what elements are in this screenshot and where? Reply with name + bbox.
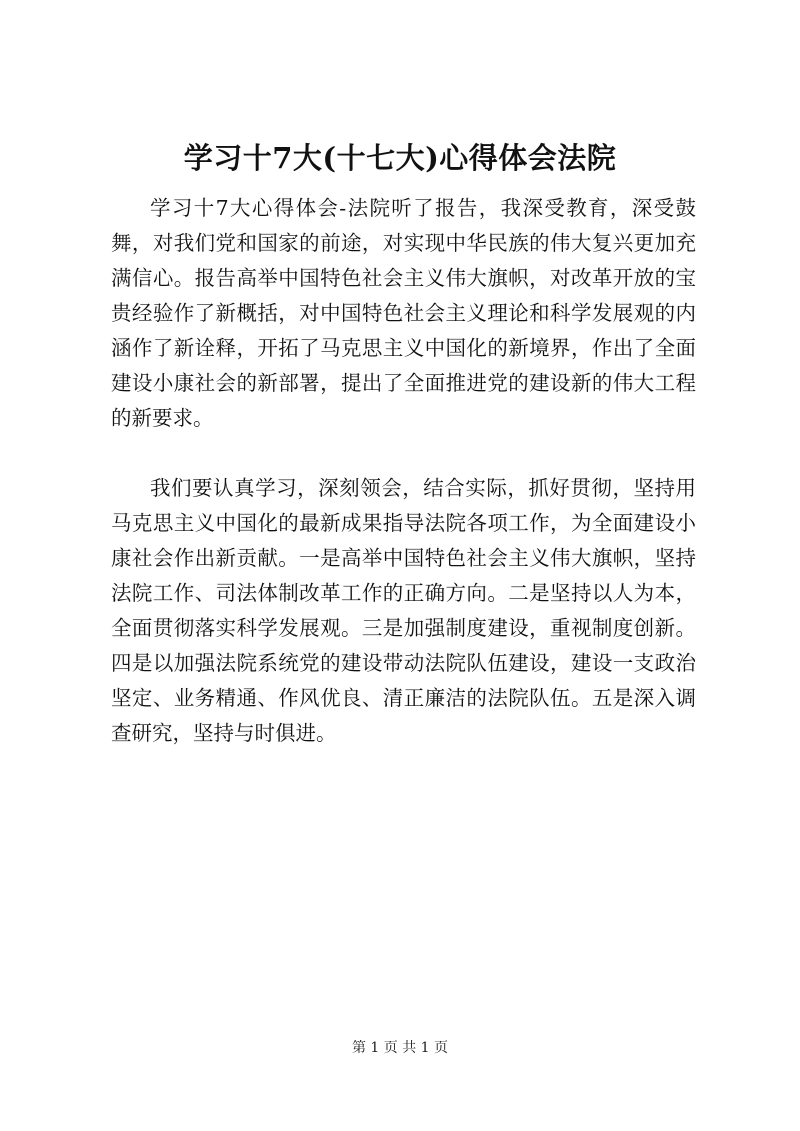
page-footer: 第 1 页 共 1 页 [351, 1040, 449, 1056]
paragraph-1-line: 满信心。报告高举中国特色社会主义伟大旗帜，对改革开放的宝 [111, 266, 696, 290]
paragraph-2-line: 我们要认真学习，深刻领会，结合实际，抓好贯彻，坚持用 [150, 476, 696, 500]
paragraph-1-line: 建设小康社会的新部署，提出了全面推进党的建设新的伟大工程 [111, 371, 696, 395]
paragraph-1-line: 舞，对我们党和国家的前途，对实现中华民族的伟大复兴更加充 [111, 231, 696, 255]
paragraph-1-line: 学习十7大心得体会-法院听了报告，我深受教育，深受鼓 [150, 196, 696, 220]
paragraph-2-line: 四是以加强法院系统党的建设带动法院队伍建设，建设一支政治 [111, 651, 696, 675]
paragraph-2-line: 马克思主义中国化的最新成果指导法院各项工作，为全面建设小 [111, 511, 696, 535]
paragraph-1-line: 贵经验作了新概括，对中国特色社会主义理论和科学发展观的内 [111, 301, 696, 325]
paragraph-2-line: 坚定、业务精通、作风优良、清正廉洁的法院队伍。五是深入调 [111, 686, 696, 710]
paragraph-1-line: 涵作了新诠释，开拓了马克思主义中国化的新境界，作出了全面 [111, 336, 696, 360]
paragraph-2-line: 查研究，坚持与时俱进。 [111, 721, 337, 745]
document-title: 学习十7大(十七大)心得体会法院 [183, 141, 617, 175]
paragraph-1-line: 的新要求。 [111, 406, 214, 430]
paragraph-2-line: 全面贯彻落实科学发展观。三是加强制度建设，重视制度创新。 [111, 616, 696, 640]
paragraph-2-line: 法院工作、司法体制改革工作的正确方向。二是坚持以人为本， [111, 581, 696, 605]
paragraph-2-line: 康社会作出新贡献。一是高举中国特色社会主义伟大旗帜，坚持 [111, 546, 696, 570]
